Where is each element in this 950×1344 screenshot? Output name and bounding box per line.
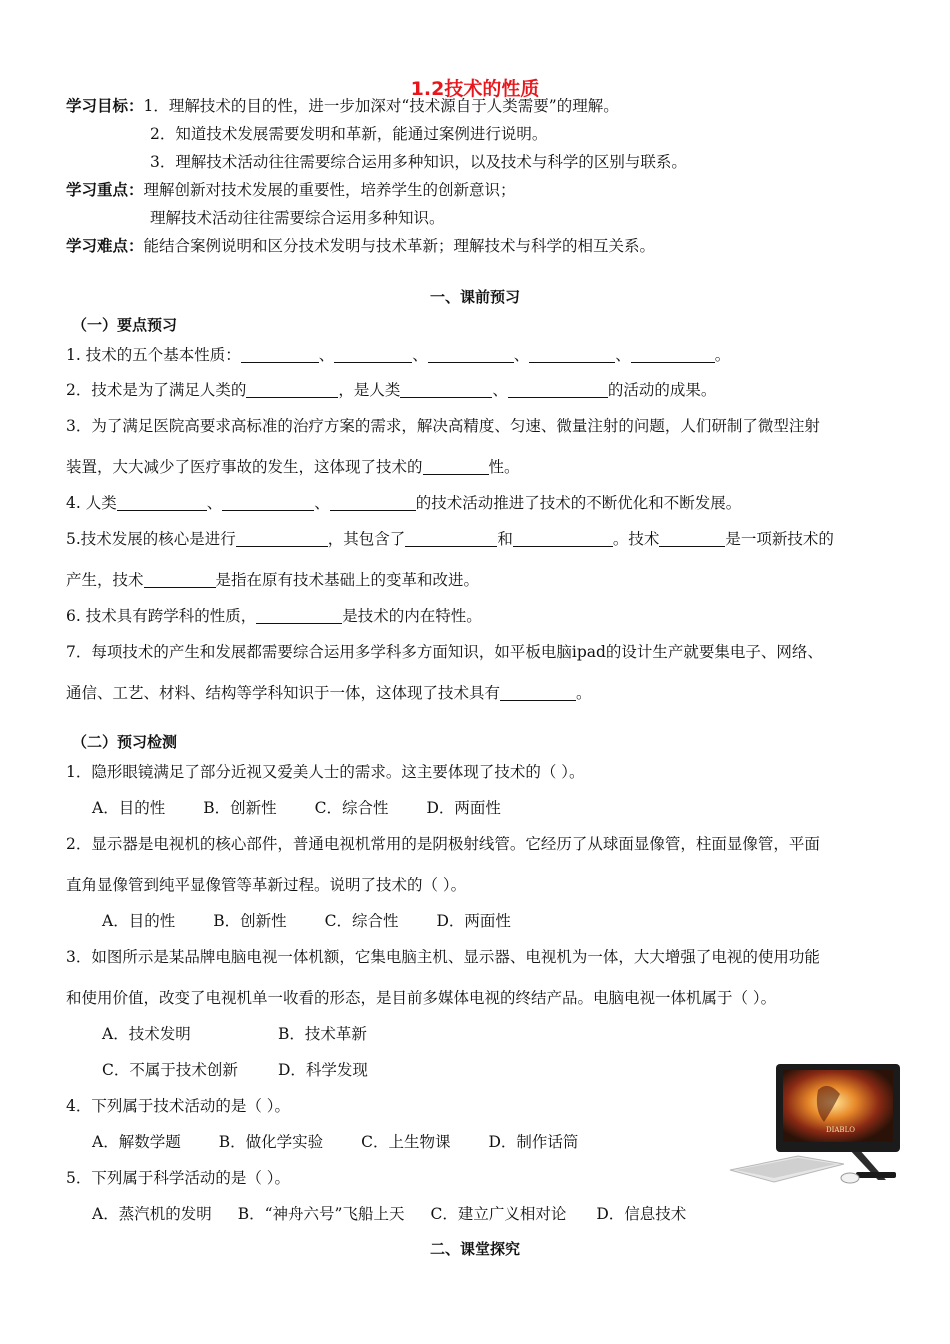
- computer-illustration: [728, 1060, 904, 1190]
- option[interactable]: C．上生物课: [361, 1133, 451, 1151]
- test-3-options-row-1: [102, 1024, 405, 1044]
- option[interactable]: C．建立广义相对论: [430, 1205, 567, 1223]
- difficulties-line: 学习难点：能结合案例说明和区分技术发明与技术革新；理解技术与科学的相互关系。: [66, 237, 656, 255]
- question-5-line-2: 产生，技术 是指在原有技术基础上的变革和改进。: [66, 571, 480, 589]
- screen-logo: DIABLO: [826, 1126, 855, 1134]
- answer-blank[interactable]: [423, 458, 489, 475]
- answer-blank[interactable]: [508, 381, 608, 398]
- answer-blank[interactable]: [529, 346, 615, 363]
- option[interactable]: A．蒸汽机的发明: [92, 1205, 212, 1223]
- option[interactable]: A．技术发明: [102, 1025, 191, 1043]
- key-points-line-2: 理解技术活动往往需要综合运用多种知识。: [150, 209, 445, 227]
- test-2-line-1: 2．显示器是电视机的核心部件，普通电视机常用的是阴极射线管。它经历了从球面显像管，柱面显像管，平面: [66, 835, 820, 853]
- question-3-line-1: 3．为了满足医院高要求高标准的治疗方案的需求，解决高精度、匀速、微量注射的问题，人们研制了微型注射: [66, 417, 820, 435]
- option[interactable]: D．科学发现: [278, 1061, 368, 1079]
- test-2-options: [102, 911, 549, 931]
- objectives-line-1: 学习目标：1．理解技术的目的性，进一步加深对“技术源自于人类需要”的理解。: [66, 97, 619, 115]
- question-3-line-2: 装置，大大减少了医疗事故的发生，这体现了技术的 性。: [66, 458, 520, 476]
- objectives-line-2: 2．知道技术发展需要发明和革新，能通过案例进行说明。: [150, 125, 548, 143]
- option[interactable]: B．创新性: [213, 912, 287, 930]
- option[interactable]: C．综合性: [324, 912, 399, 930]
- option[interactable]: D．两面性: [436, 912, 511, 930]
- section-heading-preview: 一、课前预习: [429, 288, 520, 306]
- test-3-line-2: 和使用价值，改变了电视机单一收看的形态，是目前多媒体电视的终结产品。电脑电视一体机属于（ ）。: [66, 989, 777, 1007]
- test-4-options: [92, 1132, 616, 1152]
- answer-blank[interactable]: [330, 494, 416, 511]
- answer-blank[interactable]: [631, 346, 715, 363]
- question-7-line-2: 通信、工艺、材料、结构等学科知识于一体，这体现了技术具有 。: [66, 684, 592, 702]
- question-4: 4. 人类 、 、 的技术活动推进了技术的不断优化和不断发展。: [66, 494, 742, 512]
- answer-blank[interactable]: [659, 530, 725, 547]
- option[interactable]: B．“神舟六号”飞船上天: [237, 1205, 405, 1223]
- option[interactable]: D．信息技术: [596, 1205, 687, 1223]
- all-in-one-computer-icon: [728, 1060, 904, 1190]
- option[interactable]: B．技术革新: [278, 1025, 367, 1043]
- option[interactable]: A．目的性: [102, 912, 176, 930]
- answer-blank[interactable]: [144, 571, 216, 588]
- answer-blank[interactable]: [400, 381, 492, 398]
- answer-blank[interactable]: [500, 684, 576, 701]
- page-title: 1.2技术的性质: [410, 78, 540, 100]
- option[interactable]: D．制作话筒: [488, 1133, 579, 1151]
- answer-blank[interactable]: [256, 607, 342, 624]
- answer-blank[interactable]: [241, 346, 319, 363]
- test-3-line-1: 3．如图所示是某品牌电脑电视一体机额，它集电脑主机、显示器、电视机为一体，大大增强了电视的使用功能: [66, 948, 820, 966]
- test-1-stem: 1．隐形眼镜满足了部分近视又爱美人士的需求。这主要体现了技术的（ ）。: [66, 763, 585, 781]
- test-5-options: [92, 1204, 724, 1224]
- question-6: 6. 技术具有跨学科的性质， 是技术的内在特性。: [66, 607, 482, 625]
- subsection-heading-check: （二）预习检测: [72, 733, 178, 751]
- option[interactable]: D．两面性: [426, 799, 501, 817]
- answer-blank[interactable]: [246, 381, 338, 398]
- test-1-options: [92, 798, 539, 818]
- mouse: [841, 1173, 859, 1183]
- test-4-stem: 4．下列属于技术活动的是（ ）。: [66, 1097, 291, 1115]
- subsection-heading-key-points: （一）要点预习: [72, 316, 178, 334]
- option[interactable]: B．创新性: [203, 799, 277, 817]
- test-2-line-2: 直角显像管到纯平显像管等革新过程。说明了技术的（ ）。: [66, 876, 467, 894]
- section-heading-class-inquiry: 二、课堂探究: [429, 1240, 520, 1258]
- key-points-line-1: 学习重点：理解创新对技术发展的重要性，培养学生的创新意识；: [66, 181, 516, 199]
- question-2: 2．技术是为了满足人类的 ，是人类 、 的活动的成果。: [66, 381, 717, 399]
- option[interactable]: A．目的性: [92, 799, 166, 817]
- monitor-base: [856, 1172, 896, 1178]
- option[interactable]: B．做化学实验: [218, 1133, 324, 1151]
- answer-blank[interactable]: [117, 494, 207, 511]
- question-5-line-1: 5.技术发展的核心是进行 ，其包含了 和 。技术 是一项新技术的: [66, 530, 834, 548]
- option[interactable]: C．不属于技术创新: [102, 1061, 238, 1079]
- option[interactable]: C．综合性: [314, 799, 389, 817]
- test-5-stem: 5．下列属于科学活动的是（ ）。: [66, 1169, 291, 1187]
- question-7-line-1: 7．每项技术的产生和发展都需要综合运用多学科多方面知识，如平板电脑ipad的设计生产就要集电子、网络、: [66, 643, 823, 661]
- option[interactable]: A．解数学题: [92, 1133, 181, 1151]
- answer-blank[interactable]: [236, 530, 328, 547]
- answer-blank[interactable]: [428, 346, 514, 363]
- answer-blank[interactable]: [513, 530, 613, 547]
- answer-blank[interactable]: [222, 494, 314, 511]
- objectives-line-3: 3．理解技术活动往往需要综合运用多种知识，以及技术与科学的区别与联系。: [150, 153, 687, 171]
- test-3-options-row-2: [102, 1060, 406, 1080]
- answer-blank[interactable]: [405, 530, 497, 547]
- answer-blank[interactable]: [334, 346, 412, 363]
- question-1: 1. 技术的五个基本性质： 、 、 、 、 。: [66, 346, 731, 364]
